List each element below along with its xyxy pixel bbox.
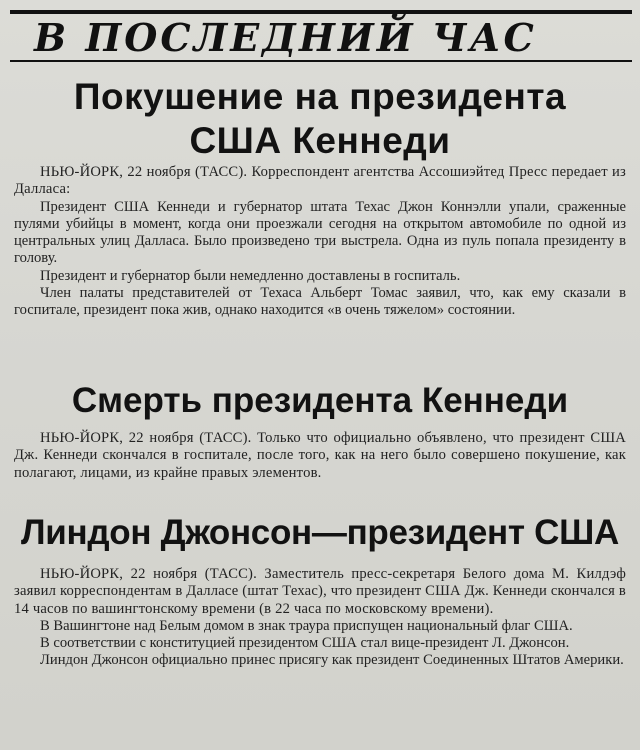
article3-headline: Линдон Джонсон—президент США bbox=[21, 513, 619, 552]
article2-headline: Смерть президента Кеннеди bbox=[71, 381, 569, 420]
article1-headline-line2: США Кеннеди bbox=[189, 120, 451, 161]
article3-paragraph: В Вашингтоне над Белым домом в знак траура приспущен национальный флаг США. bbox=[40, 617, 573, 634]
article2-body bbox=[14, 430, 626, 482]
article3-body bbox=[14, 566, 626, 670]
article1-paragraph: НЬЮ-ЙОРК, 22 ноября (ТАСС). Корреспондент агентства Ассошиэйтед Пресс передает из Далласа: bbox=[14, 164, 626, 198]
article1-body bbox=[14, 164, 626, 320]
article3-paragraph: В соответствии с конституцией президентом США стал вице-президент Л. Джонсон. bbox=[40, 635, 570, 652]
article1-paragraph: Президент США Кеннеди и губернатор штата Техас Джон Коннэлли упали, сраженные пулями убийцы в момент, когда они проезжали сегодня на открытом автомобиле по одной из центральных улиц Далласа. Было произведено три выстрела. Одна из пуль попала президенту в голову. bbox=[14, 198, 626, 267]
article1-paragraph: Президент и губернатор были немедленно доставлены в госпиталь. bbox=[40, 267, 461, 284]
article1-paragraph: Член палаты представителей от Техаса Альберт Томас заявил, что, как ему сказали в госпитале, президент пока жив, однако находится «в очень тяжелом» состоянии. bbox=[14, 285, 626, 319]
article1-headline-line1: Покушение на президента bbox=[73, 76, 567, 117]
article3-paragraph: НЬЮ-ЙОРК, 22 ноября (ТАСС). Заместитель пресс-секретаря Белого дома М. Килдэф заявил корреспондентам в Далласе (штат Техас), что президент США Дж. Кеннеди скончался в 14 часов по вашингтонскому времени (в 22 часа по московскому времени). bbox=[14, 566, 626, 617]
section-banner-title: В ПОСЛЕДНИЙ ЧАС bbox=[34, 15, 537, 60]
section-banner bbox=[10, 10, 632, 62]
article2-paragraph: НЬЮ-ЙОРК, 22 ноября (ТАСС). Только что официально объявлено, что президент США Дж. Кеннеди скончался в госпитале, после того, как на него было совершено покушение, как полагают, лицами, из крайне правых элементов. bbox=[14, 430, 626, 481]
article3-paragraph: Линдон Джонсон официально принес присягу как президент Соединенных Штатов Америки. bbox=[40, 652, 624, 669]
